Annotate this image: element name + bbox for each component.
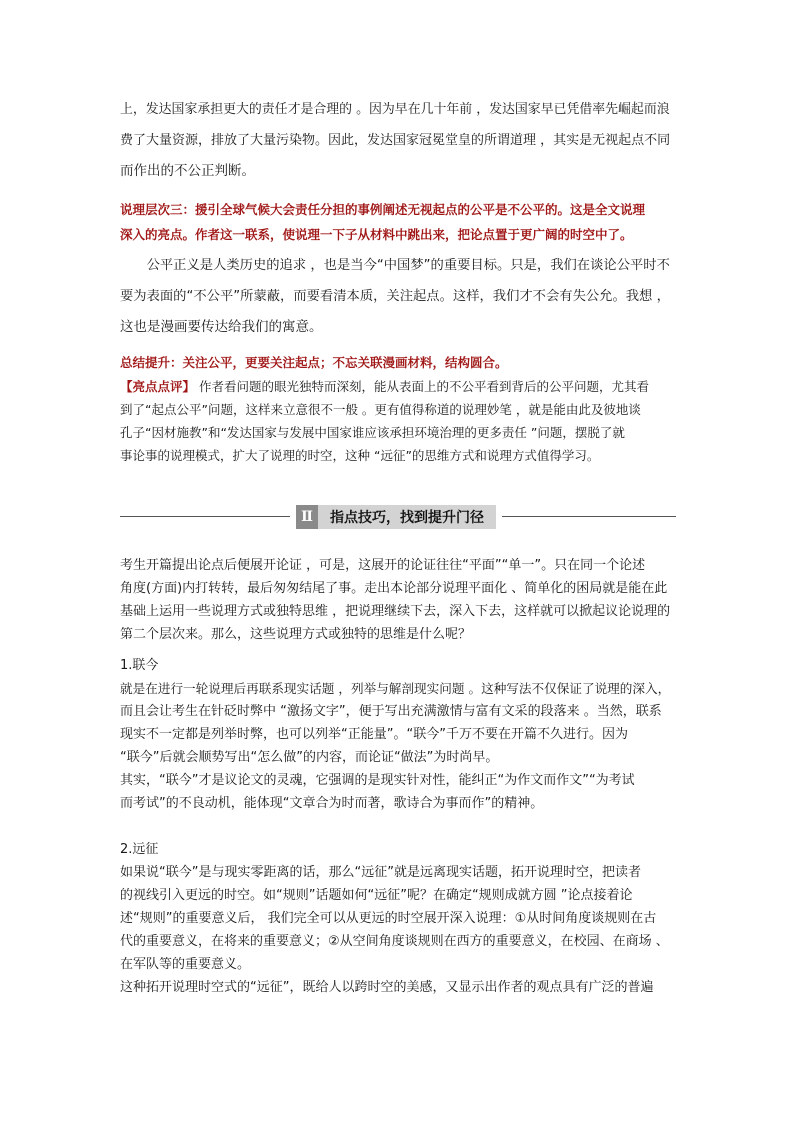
text-line: 考生开篇提出论点后便展开论证 ，可是，这展开的论证往往“平面”“单一”。只在同一个论述 xyxy=(120,558,646,573)
comment-line: 事论事的说理模式，扩大了说理的时空，这种 “远征”的思维方式和说理方式值得学习。 xyxy=(120,448,600,463)
text-line: 如果说“联今”是与现实零距离的话，那么“远征”就是远离现实话题，拓开说理时空，把读者 xyxy=(120,865,641,880)
annotation-line: 深入的亮点。作者这一联系，使说理一下子从材料中跳出来，把论点置于更广阔的时空中了。 xyxy=(120,227,633,242)
text-line: 基础上运用一些说理方式或独特思维 ，把说理继续下去，深入下去，这样就可以掀起议论说理的 xyxy=(120,604,671,619)
highlight-comment xyxy=(120,375,676,467)
text-line: 其实，“联今”才是议论文的灵魂，它强调的是现实针对性，能纠正“为作文而作文”“为考试 xyxy=(120,773,635,788)
paragraph-intro xyxy=(120,554,676,646)
comment-tag: 【亮点点评】 xyxy=(120,379,196,394)
technique-two xyxy=(120,838,676,999)
comment-line: 到了“起点公平”问题，这样来立意很不一般 。更有值得称道的说理妙笔 ，就是能由此及彼地谈 xyxy=(120,402,641,417)
technique-one xyxy=(120,654,676,815)
text-line: 而且会让考生在针砭时弊中 “激扬文字”，便于写出充满激情与富有文采的段落来 。当然，联系 xyxy=(120,704,662,719)
text-line: 而作出的不公正判断。 xyxy=(120,163,255,179)
section-number-badge: Ⅱ xyxy=(296,505,318,529)
technique-heading: 2.远征 xyxy=(120,842,159,857)
text-line: 费了大量资源，排放了大量污染物。因此，发达国家冠冕堂皇的所谓道理 ，其实是无视起点不同 xyxy=(120,133,671,148)
comment-first-line xyxy=(120,375,676,398)
paragraph-conclusion xyxy=(120,250,676,343)
technique-heading: 1.联今 xyxy=(120,658,159,673)
comment-text: 作者看问题的眼光独特而深刻，能从表面上的不公平看到背后的公平问题，尤其看 xyxy=(195,379,649,394)
annotation-line: 说理层次三：援引全球气候大会责任分担的事例阐述无视起点的公平是不公平的。这是全文说理 xyxy=(120,202,646,217)
text-line: 上，发达国家承担更大的责任才是合理的 。因为早在几十年前 ，发达国家早已凭借率先崛起而浪 xyxy=(120,102,670,117)
summary-note xyxy=(120,350,676,375)
text-line: 这也是漫画要传达给我们的寓意。 xyxy=(120,319,323,335)
summary-line: 总结提升：关注公平，更要关注起点；不忘关联漫画材料，结构圆合。 xyxy=(120,355,508,370)
text-line: 这种拓开说理时空式的“远征”，既给人以跨时空的美感，又显示出作者的观点具有广泛的普遍 xyxy=(120,980,654,995)
text-line: 公平正义是人类历史的追求 ，也是当今“中国梦”的重要目标。只是，我们在谈论公平时不 xyxy=(120,258,670,273)
text-line: 述“规则”的重要意义后， 我们完全可以从更远的时空展开深入说理：①从时间角度谈规则在古 xyxy=(120,911,657,926)
text-line: “联今”后就会顺势写出“怎么做”的内容，而论证“做法”为时尚早。 xyxy=(120,750,499,765)
section-title: 指点技巧，找到提升门径 xyxy=(318,505,496,529)
text-line: 而考试”的不良动机，能体现“文章合为时而著，歌诗合为事而作”的精神。 xyxy=(120,796,544,811)
section-banner xyxy=(290,505,502,529)
text-line: 第二个层次来。那么，这些说理方式或独特的思维是什么呢？ xyxy=(120,627,472,642)
text-line: 代的重要意义，在将来的重要意义；②从空间角度谈规则在西方的重要意义，在校园、在商场 、 xyxy=(120,934,669,949)
comment-line: 孔子“因材施教”和“发达国家与发展中国家谁应该承担环境治理的更多责任 ”问题，摆脱了就 xyxy=(120,425,625,440)
text-line: 在军队等的重要意义。 xyxy=(120,957,251,972)
paragraph-global-climate xyxy=(120,94,676,187)
text-line: 角度(方面)内打转转，最后匆匆结尾了事。走出本论部分说理平面化 、简单化的困局就是能在此 xyxy=(120,581,668,596)
text-line: 就是在进行一轮说理后再联系现实话题 ，列举与解剖现实问题 。这种写法不仅保证了说理的深入， xyxy=(120,681,671,696)
text-line: 要为表面的“不公平”所蒙蔽，而要看清本质，关注起点。这样，我们才不会有失公允。我想 ， xyxy=(120,289,670,304)
text-line: 现实不一定都是列举时弊，也可以列举“正能量”。“联今”千万不要在开篇不久进行。因为 xyxy=(120,727,628,742)
annotation-layer-three xyxy=(120,197,676,247)
text-line: 的视线引入更远的时空。如“规则”话题如何“远征”呢？在确定“规则成就方圆 ”论点接着论 xyxy=(120,888,633,903)
